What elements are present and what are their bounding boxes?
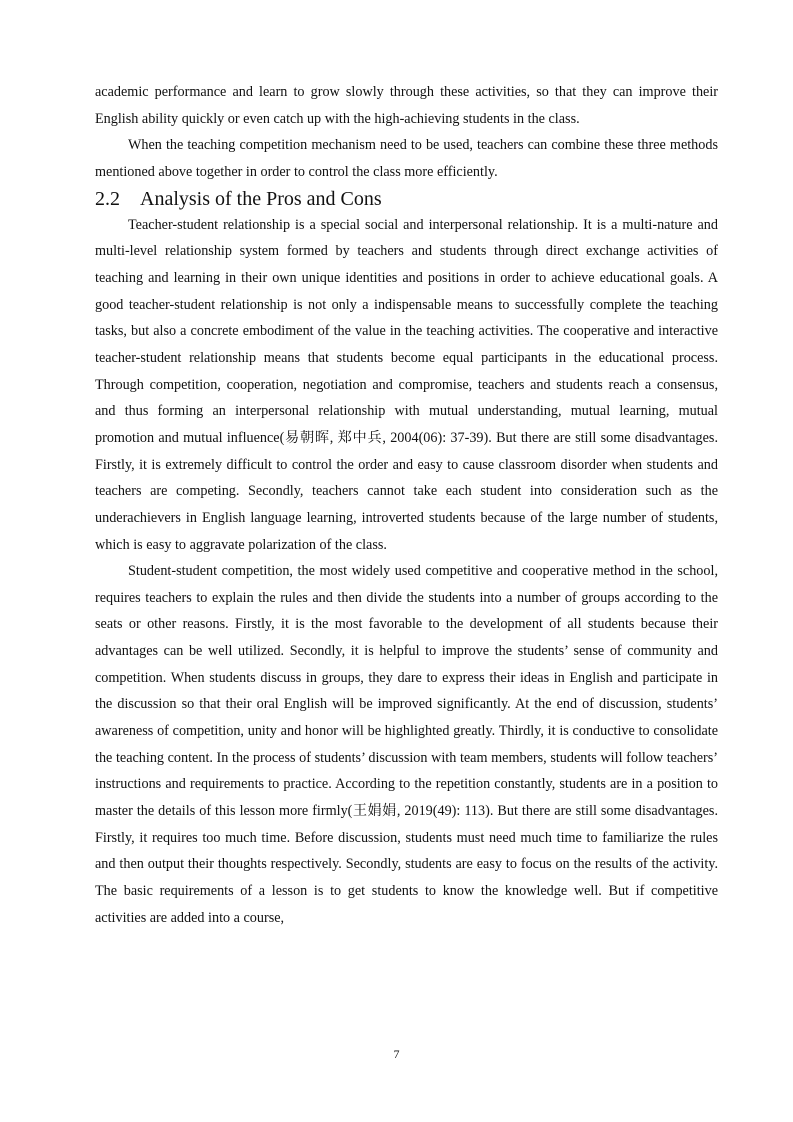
section-title: Analysis of the Pros and Cons [140, 187, 382, 210]
page-body [95, 79, 718, 931]
mechanism-paragraph: When the teaching competition mechanism need to be used, teachers can combine these three methods mentioned above together in order to control the class more efficiently. [95, 137, 718, 180]
student-student-paragraph: Student-student competition, the most widely used competitive and cooperative method in the school, requires teachers to explain the rules and then divide the students into a number of groups according to the seats or other reasons. Firstly, it is the most favorable to the development of all students because their advantages can be well utilized. Secondly, it is helpful to improve the students’ sense of community and competition. When students discuss in groups, they dare to express their ideas in English and participate in the discussion so that their oral English will be improved significantly. At the end of discussion, students’ awareness of competition, unity and honor will be highlighted greatly. Thirdly, it is conductive to consolidate the teaching content. In the process of students’ discussion with team members, students will follow teachers’ instructions and requirements to practice. According to the repetition constantly, students are in a position to master the details of this lesson more firmly(王娟娟, 2019(49): 113). But there are still some disadvantages. Firstly, it requires too much time. Before discussion, students must need much time to familiarize the rules and then output their thoughts respectively. Secondly, students are easy to focus on the results of the activity. The basic requirements of a lesson is to get students to know the knowledge well. But if competitive activities are added into a course, [95, 563, 718, 926]
teacher-student-paragraph: Teacher-student relationship is a special social and interpersonal relationship. It is a multi-nature and multi-level relationship system formed by teachers and students through direct exchange activities of teaching and learning in their own unique identities and positions in order to achieve educational goals. A good teacher-student relationship is not only a indispensable means to successfully complete the teaching tasks, but also a concrete embodiment of the value in the teaching activities. The cooperative and interactive teacher-student relationship means that students become equal participants in the educational process. Through competition, cooperation, negotiation and compromise, teachers and students reach a consensus, and thus forming an interpersonal relationship with mutual understanding, mutual learning, mutual promotion and mutual influence(易朝晖, 郑中兵, 2004(06): 37-39). But there are still some disadvantages. Firstly, it is extremely difficult to control the order and easy to cause classroom disorder when students and teachers are competing. Secondly, teachers cannot take each student into consideration such as the underachievers in English language learning, introverted students because of the large number of students, which is easy to aggravate polarization of the class. [95, 216, 718, 553]
continuation-paragraph: academic performance and learn to grow slowly through these activities, so that they can improve their English ability quickly or even catch up with the high-achieving students in the class. [95, 84, 718, 127]
page-number: 7 [393, 1047, 400, 1061]
section-heading [95, 186, 718, 212]
section-number: 2.2 [95, 187, 120, 210]
